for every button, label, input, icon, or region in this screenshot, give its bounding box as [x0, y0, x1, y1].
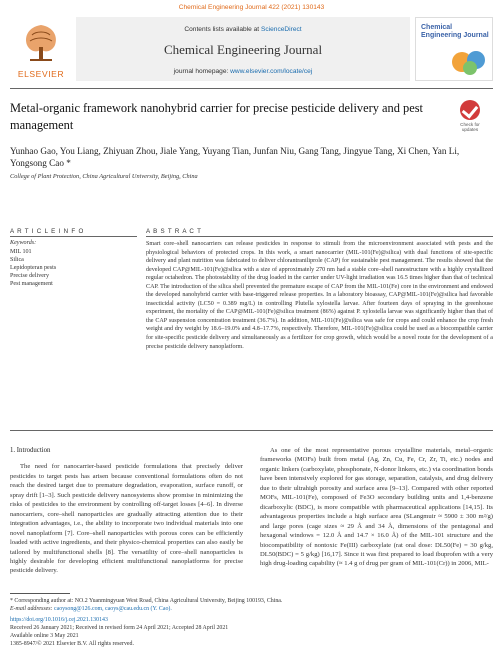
- introduction-paragraph: The need for nanocarrier-based pesticide formulations that precisely deliver pesticides to target pests has arisen because conventional formulations often do not reach the desired target due to premature degradation, evaporation, surface runoff, or spray drift [1–3]. Such pesticide delivery nanosystems show promise in minimizing the risks of pesticides to the environment by controlling off-target losses [4–6]. In diverse nanocarriers, core–shell nanoparticles are gradually attracting attention due to their integration advantages, i.e., the ability to incorporate two individual materials into one novel nanoplatform [7]. Core–shell nanoparticles with porous cores can be efficiently loaded with active ingredients, and their physico-chemical properties can also easily be tailored by multifunctional shells [8]. The versatility of core–shell nanoparticles is highly desirable for developing efficient multifunctional nanoplatforms for precise pesticide delivery.: [10, 463, 243, 575]
- sciencedirect-link[interactable]: ScienceDirect: [260, 26, 302, 33]
- keyword-item: Silica: [10, 257, 24, 263]
- abstract-text: Smart core–shell nanocarriers can release pesticides in response to stimuli from the microenvironment associated with pests and the physiological behaviors of protected crops. In this work, a smart nanocarrier (MIL-101(Fe)@silica) with dual functions of site-specific delivery and plant nutrition was fabricated to deliver chlorantraniliprole (CAP) for sustainable pest management. The results showed that the developed CAP@MIL-101(Fe)@silica with a size of approximately 270 nm had a stable core–shell nanostructure with a highly crystallized regular octahedron. The photostability of the drug loaded in the carrier under UV-light irradiation was 16.5 times higher than that of technical CAP. The introduction of the silica shell prevented the premature escape of CAP from the MIL-101(Fe) core in the environment and endowed the developed nanohybrid carrier with base-triggered release properties. In a laboratory bioassay, CAP@MIL-101(Fe)@silica had favorable insecticidal activity (LC50 = 0.389 mg/L) in controlling Plutella xylostella larvae. After fourteen days of spraying in the greenhouse experiment, the mortality of the CAP@MIL-101(Fe)@silica treatment (86%) against P. xylostella larvae was significantly higher than that of the CAP suspension concentration treatment (36.7%). In addition, MIL-101(Fe)@silica was safe for crops and could enhance the crop fresh weight and dry weight by 18.6–19.0% and 4.8–17.7%, respectively. Therefore, MIL-101(Fe)@silica could be used as a biocompatible carrier for site-specific pesticide delivery and simultaneously as a fertilizer for crop growth, which would be a novel route for the development of a precise pesticide delivery nanoplatform.: [146, 241, 493, 350]
- masthead: [76, 17, 410, 81]
- journal-title[interactable]: Chemical Engineering Journal: [163, 42, 323, 57]
- journal-header: [10, 17, 493, 81]
- keyword-item: MIL 101: [10, 249, 32, 255]
- author-list[interactable]: Yunhao Gao, You Liang, Zhiyuan Zhou, Jiale Yang, Yuyang Tian, Junfan Niu, Gang Tang, Jingyue Tang, Xi Chen, Yan Li, Yongsong Cao *: [10, 146, 460, 168]
- doi-link[interactable]: https://doi.org/10.1016/j.cej.2021.130143: [10, 617, 108, 623]
- homepage-link[interactable]: www.elsevier.com/locate/cej: [230, 68, 313, 75]
- abstract-divider: [146, 236, 493, 237]
- body-divider: [10, 430, 493, 431]
- keywords-list: [10, 248, 56, 288]
- homepage-prefix: journal homepage:: [173, 68, 231, 75]
- check-for-updates-badge[interactable]: [456, 100, 484, 136]
- contents-prefix: Contents lists available at: [184, 26, 261, 33]
- received-dates: Received 26 January 2021; Received in revised form 24 April 2021; Accepted 28 April 2021: [10, 625, 229, 631]
- corresponding-author-note: * Corresponding author at: NO.2 Yuanmingyuan West Road, China Agricultural University, Beijing 100193, China.: [10, 598, 283, 604]
- keywords-label: Keywords:: [10, 240, 37, 246]
- keyword-item: Lepidopteran pests: [10, 265, 57, 271]
- email-links[interactable]: caoysong@126.com, caoys@cau.edu.cn (Y. Cao).: [53, 606, 172, 612]
- article-info-divider: [10, 236, 137, 237]
- article-title: Metal-organic framework nanohybrid carrier for precise pesticide delivery and pest management: [10, 101, 423, 132]
- affiliation: College of Plant Protection, China Agricultural University, Beijing, China: [10, 173, 198, 180]
- email-prefix: E-mail addresses:: [10, 606, 54, 612]
- body-left-column: [10, 446, 243, 576]
- available-online: Available online 3 May 2021: [10, 633, 79, 639]
- cover-art-icon: [450, 46, 488, 76]
- journal-reference[interactable]: Chemical Engineering Journal 422 (2021) 130143: [178, 4, 325, 11]
- elsevier-wordmark: ELSEVIER: [17, 69, 65, 79]
- introduction-heading: 1. Introduction: [10, 447, 51, 454]
- footnote-divider: [10, 593, 70, 594]
- header-divider: [10, 88, 493, 89]
- article-footer: [10, 597, 493, 648]
- contents-line: [76, 26, 410, 33]
- body-right-column: [260, 446, 493, 569]
- check-updates-label: Check for updates: [460, 122, 480, 132]
- homepage-line: [76, 68, 410, 75]
- email-line: [10, 605, 493, 613]
- elsevier-logo[interactable]: [10, 17, 72, 81]
- introduction-paragraph: As one of the most representative porous crystalline materials, metal–organic frameworks (MOFs) built from metal (Ag, Zn, Cu, Fe, Cr, Zr, Ti, etc.) nodes and organic linkers (carboxylate, phosphonate, N-donor linkers, etc.) via coordination bonds have been intensively explored for gas storage, separation, catalysis, and drug delivery due to their ultrahigh porosity and surface area [9–13]. Compared with other reported MOFs, MIL-101(Fe), composed of Fe3O secondary building units and 1,4-benzene dicarboxylic (BDC), is more compatible with pharmaceutical applications [14,15]. Its advantageous properties include a high surface area (SLangmuir ≈ 5900 ± 300 m²/g) and large pores (cage sizes ≈ 29 Å and 34 Å, dimensions of the pentagonal and hexagonal windows = 12.0 Å and 14.7 × 16.0 Å) of the MIL-101 structure and the biocompatibility of nontoxic Fe(III) carboxylate (rat oral dose: DL50(Fe) = 30 g/kg, DL50(BDC) = 5 g/kg) [16,17]. Since it was first prepared to load ibuprofen with a very high drug-loading capability (≈ 1.4 g of drug per gram of MIL-101(Cr)) in 2006, MIL-: [260, 447, 493, 568]
- copyright-line: 1385-8947/© 2021 Elsevier B.V. All rights reserved.: [10, 641, 134, 647]
- abstract-heading: A B S T R A C T: [146, 228, 202, 235]
- journal-cover-thumbnail[interactable]: [415, 17, 493, 81]
- article-info-heading: A R T I C L E I N F O: [10, 228, 85, 235]
- elsevier-tree-icon: [18, 19, 64, 65]
- cover-title: Chemical Engineering Journal: [421, 24, 489, 39]
- keyword-item: Precise delivery: [10, 273, 50, 279]
- check-updates-icon: [460, 100, 480, 120]
- keyword-item: Pest management: [10, 281, 53, 287]
